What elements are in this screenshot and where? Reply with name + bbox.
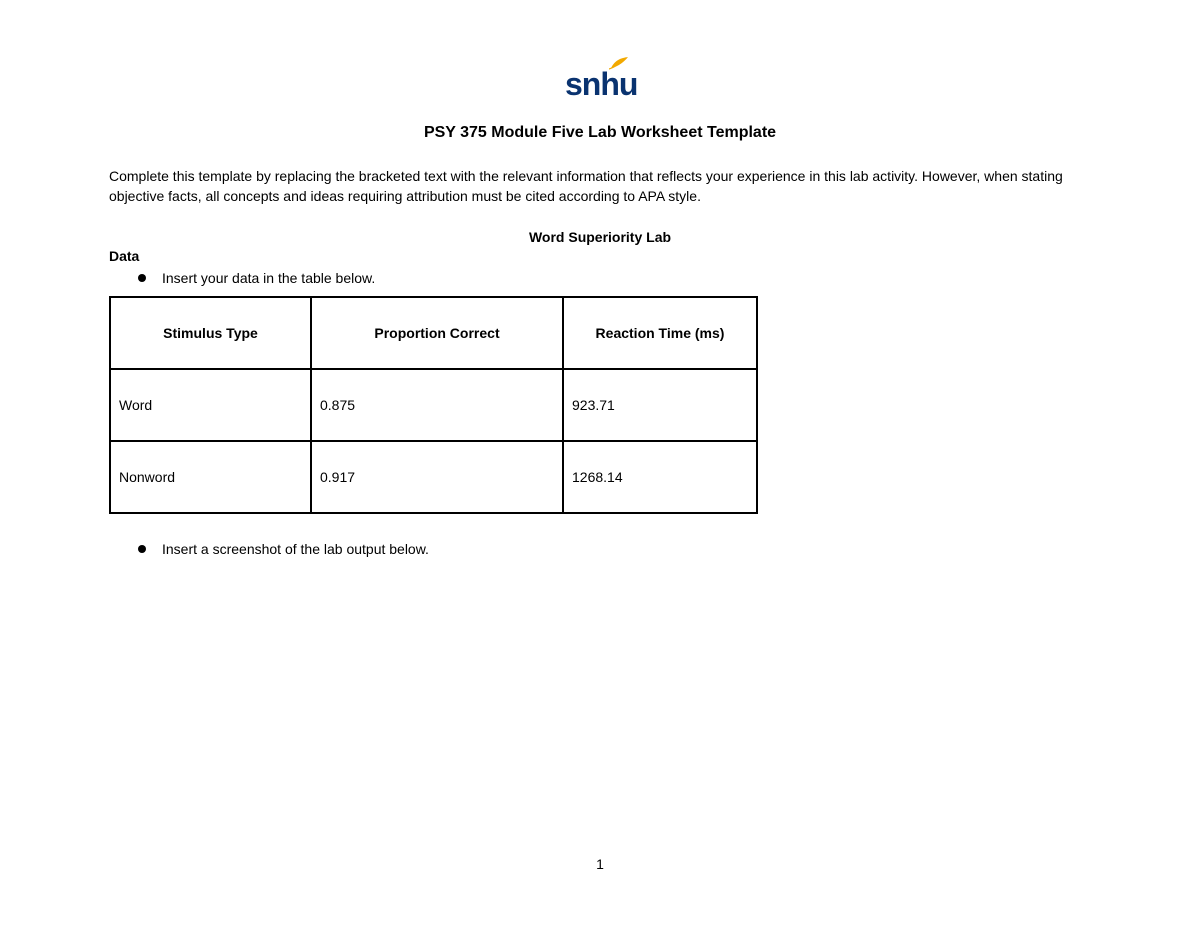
bullet-dot-icon bbox=[138, 545, 146, 553]
table-cell: Word bbox=[110, 369, 311, 441]
bullet-item bbox=[138, 540, 429, 558]
table-header-cell: Stimulus Type bbox=[110, 297, 311, 369]
data-table bbox=[109, 296, 758, 514]
intro-paragraph: Complete this template by replacing the bracketed text with the relevant information that reflects your experience in this lab activity. However, when stating objective facts, all concepts and ideas requiring attribution must be cited according to APA style. bbox=[109, 168, 1063, 204]
table-header-cell: Proportion Correct bbox=[311, 297, 563, 369]
bullet-text: Insert your data in the table below. bbox=[162, 270, 376, 286]
bullet-text: Insert a screenshot of the lab output below. bbox=[162, 541, 429, 557]
data-heading: Data bbox=[109, 248, 140, 264]
table-cell: 0.917 bbox=[311, 441, 563, 513]
snhu-logo bbox=[565, 56, 638, 102]
table-cell: 923.71 bbox=[563, 369, 757, 441]
page-number: 1 bbox=[596, 856, 604, 872]
table-cell: 0.875 bbox=[311, 369, 563, 441]
table-header-row bbox=[110, 297, 757, 369]
table-cell: 1268.14 bbox=[563, 441, 757, 513]
bullet-item bbox=[138, 269, 375, 287]
logo-text: snhu bbox=[565, 66, 638, 102]
table-row bbox=[110, 441, 757, 513]
bullet-dot-icon bbox=[138, 274, 146, 282]
table-header-cell: Reaction Time (ms) bbox=[563, 297, 757, 369]
table-row bbox=[110, 369, 757, 441]
table-cell: Nonword bbox=[110, 441, 311, 513]
page-title: PSY 375 Module Five Lab Worksheet Template bbox=[423, 124, 777, 141]
section-title: Word Superiority Lab bbox=[528, 229, 672, 245]
